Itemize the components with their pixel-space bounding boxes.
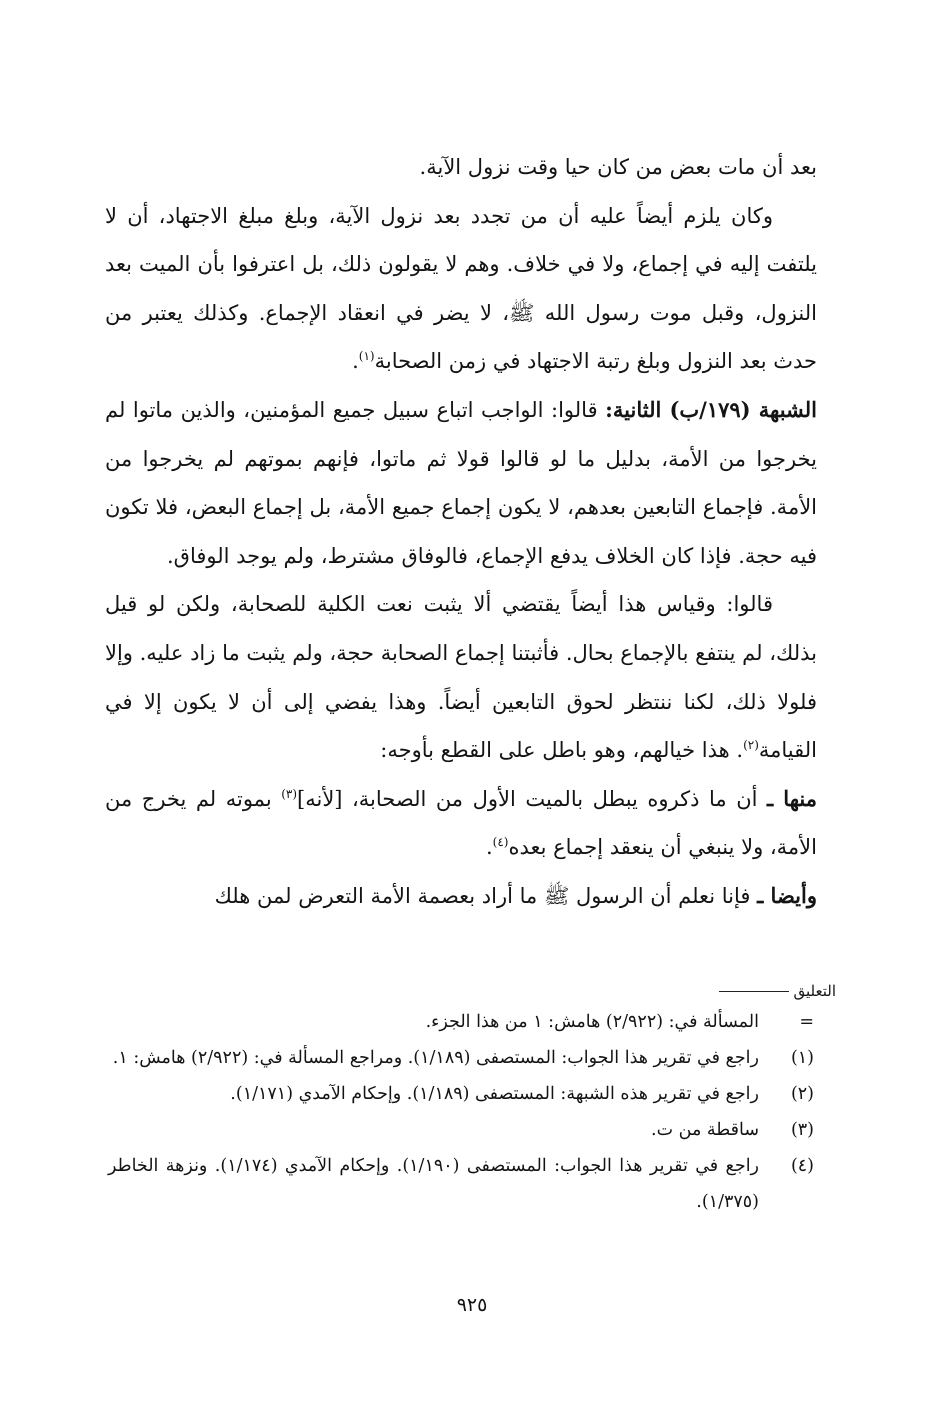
footnote-marker: (٤) [790, 1156, 814, 1176]
footnote-continuation [108, 1004, 814, 1040]
paragraph-1-text: بعد أن مات بعض من كان حيا وقت نزول الآية. [419, 155, 817, 179]
paragraph-3 [105, 386, 817, 580]
footnote-1 [108, 1040, 814, 1076]
footnotes-section [108, 1004, 814, 1220]
paragraph-6 [105, 872, 817, 921]
footnotes-label: التعليق [793, 982, 836, 1000]
footnote-ref-1[interactable]: (١) [358, 349, 375, 364]
paragraph-5-text-a: أن ما ذكروه يبطل بالميت الأول من الصحابة، [لأنه] [297, 786, 758, 811]
paragraph-6-lead: وأيضا ـ [757, 882, 817, 908]
paragraph-2-end: . [352, 349, 359, 374]
footnote-2 [108, 1076, 814, 1112]
footnotes-divider [719, 991, 789, 992]
footnote-marker: (٢) [790, 1084, 814, 1104]
footnote-ref-4[interactable]: (٤) [492, 835, 509, 850]
footnote-text: المسألة في: (٢/٩٢٢) هامش: ١ من هذا الجزء. [425, 1012, 759, 1032]
footnotes-header [719, 982, 836, 1000]
footnote-ref-3[interactable]: (٣) [281, 786, 298, 801]
footnote-text: راجع في تقرير هذا الجواب: المستصفى (١/١٩٠). وإحكام الآمدي (١/١٧٤). ونزهة الخاطر (١/٣٧٥). [108, 1156, 760, 1212]
footnote-marker: (٣) [790, 1120, 814, 1140]
page-number: ٩٢٥ [456, 1294, 488, 1316]
paragraph-5-lead: منها ـ [766, 785, 817, 811]
footnote-text: راجع في تقرير هذا الجواب: المستصفى (١/١٨٩). ومراجع المسألة في: (٢/٩٢٢) هامش: ١. [112, 1048, 759, 1068]
footnote-text: راجع في تقرير هذه الشبهة: المستصفى (١/١٨٩). وإحكام الآمدي (١/١٧١). [230, 1084, 759, 1104]
section-heading-second-doubt: الشبهة (١٧٩/ب) الثانية: [605, 396, 817, 422]
footnote-3 [108, 1112, 814, 1148]
paragraph-5-end: . [485, 835, 493, 860]
paragraph-1 [105, 143, 817, 192]
footnote-text: ساقطة من ت. [651, 1120, 759, 1140]
footnote-4 [108, 1148, 814, 1220]
paragraph-4 [105, 580, 817, 774]
paragraph-2-text: وكان يلزم أيضاً عليه أن من تجدد بعد نزول الآية، وبلغ مبلغ الاجتهاد، أن لا يلتفت إليه في إجماع، ولا في خلاف. وهم لا يقولون ذلك، بل اعترفوا بأن الميت بعد النزول، وقبل موت رسول الله ﷺ، لا يضر في انعقاد الإجماع. وكذلك يعتبر من حدث بعد النزول وبلغ رتبة الاجتهاد في زمن الصحابة [105, 203, 817, 374]
paragraph-5-text-b: بموته لم يخرج من الأمة، ولا ينبغي أن ينعقد إجماع بعده [105, 786, 817, 860]
paragraph-2 [105, 192, 817, 386]
paragraph-6-text: فإنا نعلم أن الرسول ﷺ ما أراد بعصمة الأمة التعرض لمن هلك [214, 883, 751, 908]
footnote-marker: = [799, 1012, 814, 1032]
paragraph-4-end: . هذا خيالهم، وهو باطل على القطع بأوجه: [380, 738, 744, 763]
paragraph-5 [105, 775, 817, 872]
paragraph-4-text: قالوا: وقياس هذا أيضاً يقتضي ألا يثبت نعت الكلية للصحابة، ولكن لو قيل بذلك، لم ينتفع بالإجماع بحال. فأثبتنا إجماع الصحابة حجة، ولم يثبت ما زاد عليه. وإلا فلولا ذلك، لكنا ننتظر لحوق التابعين أيضاً. وهذا يفضي إلى أن لا يكون إلا في القيامة [105, 592, 817, 763]
footnote-ref-2[interactable]: (٢) [743, 738, 759, 753]
main-text [105, 143, 817, 921]
footnote-marker: (١) [790, 1048, 814, 1068]
paragraph-3-text: قالوا: الواجب اتباع سبيل جميع المؤمنين، والذين ماتوا لم يخرجوا من الأمة، بدليل ما لو قالوا قولا ثم ماتوا، فإنهم بموتهم لم يخرجوا من الأمة. فإجماع التابعين بعدهم، لا يكون إجماع جميع الأمة، بل إجماع البعض، فلا تكون فيه حجة. فإذا كان الخلاف يدفع الإجماع، فالوفاق مشترط، ولم يوجد الوفاق. [105, 397, 817, 568]
